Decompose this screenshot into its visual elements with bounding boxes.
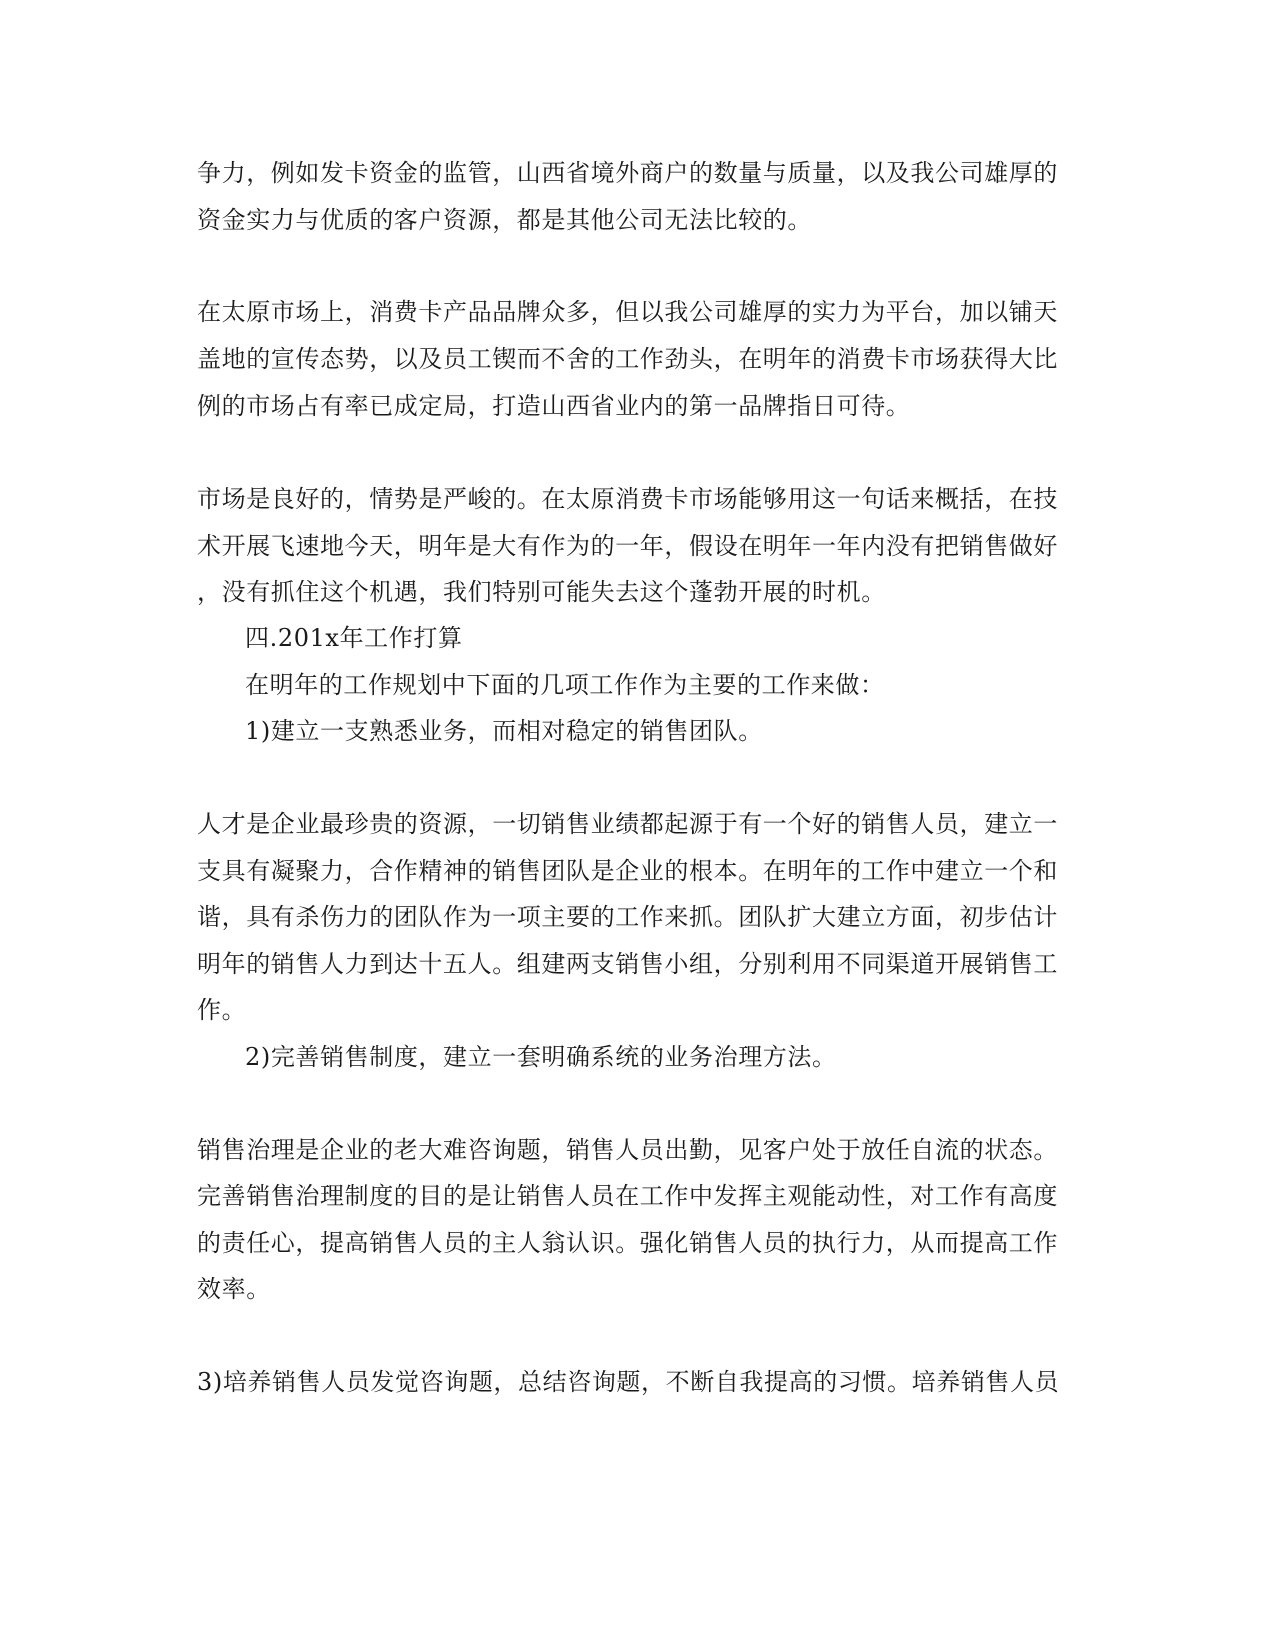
text-line: 在太原市场上，消费卡产品品牌众多，但以我公司雄厚的实力为平台，加以铺天 xyxy=(197,298,1058,326)
text-line: 人才是企业最珍贵的资源，一切销售业绩都起源于有一个好的销售人员，建立一 xyxy=(197,810,1058,838)
text-line: 销售治理是企业的老大难咨询题，销售人员出勤，见客户处于放任自流的状态。 xyxy=(197,1136,1058,1164)
text-line: 例的市场占有率已成定局，打造山西省业内的第一品牌指日可待。 xyxy=(197,392,911,420)
list-item-heading: 1)建立一支熟悉业务，而相对稳定的销售团队。 xyxy=(245,717,763,745)
text-line: 盖地的宣传态势，以及员工锲而不舍的工作劲头，在明年的消费卡市场获得大比 xyxy=(197,345,1058,373)
text-line: 的责任心，提高销售人员的主人翁认识。强化销售人员的执行力，从而提高工作 xyxy=(197,1229,1058,1257)
text-line: 在明年的工作规划中下面的几项工作作为主要的工作来做： xyxy=(245,671,885,699)
text-line: 作。 xyxy=(197,996,247,1024)
text-line: ，没有抓住这个机遇，我们特别可能失去这个蓬勃开展的时机。 xyxy=(197,578,886,606)
text-line: 效率。 xyxy=(197,1275,271,1303)
text-line: 支具有凝聚力，合作精神的销售团队是企业的根本。在明年的工作中建立一个和 xyxy=(197,857,1058,885)
text-line: 完善销售治理制度的目的是让销售人员在工作中发挥主观能动性，对工作有高度 xyxy=(197,1182,1058,1210)
text-line: 市场是良好的，情势是严峻的。在太原消费卡市场能够用这一句话来概括，在技 xyxy=(197,485,1058,513)
text-line: 术开展飞速地今天，明年是大有作为的一年，假设在明年一年内没有把销售做好 xyxy=(197,532,1058,560)
section-heading: 四.201x年工作打算 xyxy=(245,624,463,652)
list-item-heading: 2)完善销售制度，建立一套明确系统的业务治理方法。 xyxy=(245,1043,837,1071)
text-line: 3)培养销售人员发觉咨询题，总结咨询题，不断自我提高的习惯。培养销售人员 xyxy=(197,1368,1060,1396)
text-line: 争力，例如发卡资金的监管，山西省境外商户的数量与质量，以及我公司雄厚的 xyxy=(197,159,1058,187)
text-line: 谐，具有杀伤力的团队作为一项主要的工作来抓。团队扩大建立方面，初步估计 xyxy=(197,903,1058,931)
text-line: 资金实力与优质的客户资源，都是其他公司无法比较的。 xyxy=(197,206,812,234)
text-line: 明年的销售人力到达十五人。组建两支销售小组，分别利用不同渠道开展销售工 xyxy=(197,950,1058,978)
